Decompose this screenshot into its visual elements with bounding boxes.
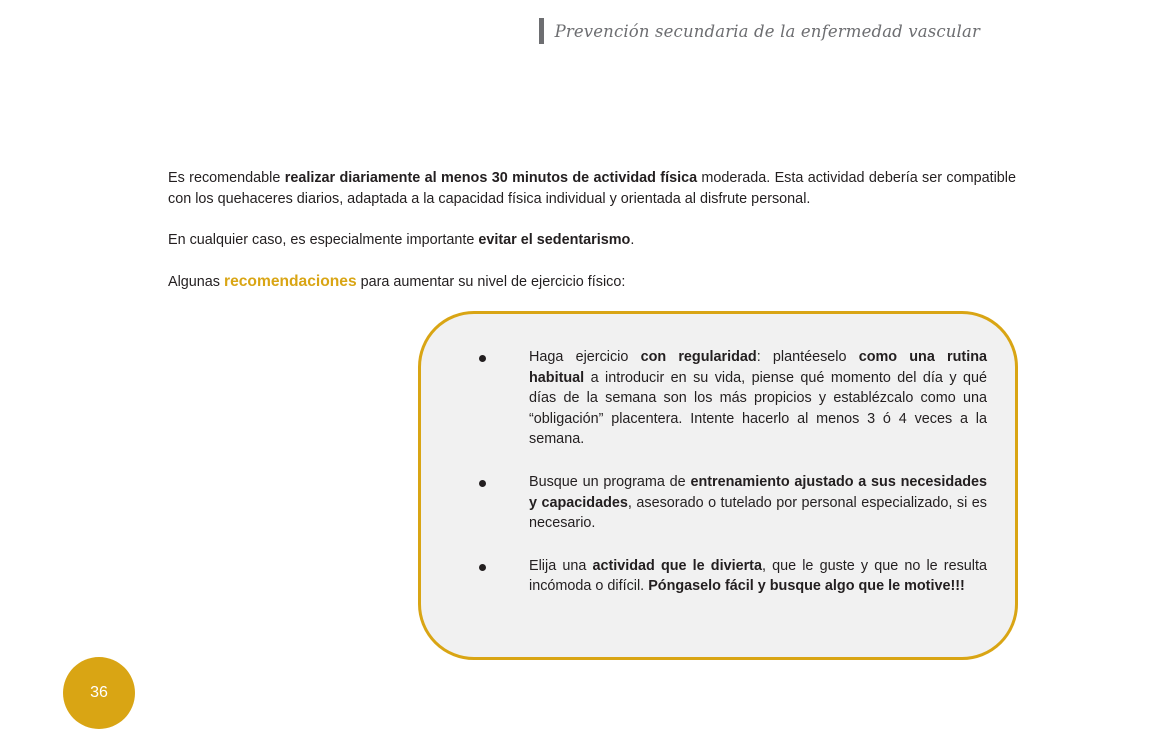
emphasis-text: Póngaselo fácil y busque algo que le motive!!! <box>648 578 965 595</box>
paragraph-1-bold-phrase: realizar diariamente al menos 30 minutos de actividad física <box>284 170 698 186</box>
header-rule-mark <box>539 18 544 44</box>
emphasis-text: como una rutina habitual <box>529 349 987 386</box>
paragraph-2-bold-phrase: evitar el sedentarismo <box>478 232 631 248</box>
plain-text: , asesorado o tutelado por personal especializado, si es necesario. <box>529 494 987 532</box>
list-item <box>479 347 987 450</box>
recommendations-highlight: recomendaciones <box>224 272 357 290</box>
list-item <box>479 472 987 534</box>
paragraph-3-text-before: Algunas <box>168 273 225 290</box>
plain-text: Elija una <box>529 557 593 574</box>
paragraph-1-text-before: Es recomendable <box>168 170 285 186</box>
paragraph-2-text-before: En cualquier caso, es especialmente importante <box>168 232 479 248</box>
emphasis-text: con regularidad <box>640 349 757 365</box>
recommendations-callout <box>418 311 1018 660</box>
bullet-dot-icon <box>479 355 486 362</box>
plain-text: Busque un programa de <box>529 473 691 490</box>
bullet-dot-icon <box>479 480 486 487</box>
plain-text: Haga ejercicio <box>529 349 641 365</box>
plain-text: , que le guste y que no le resulta incómoda o difícil. <box>529 557 987 595</box>
page-number-badge: 36 <box>63 657 135 729</box>
emphasis-text: actividad que le divierta <box>592 557 762 574</box>
page-header <box>0 14 1150 48</box>
paragraph-recommendations-intro <box>168 272 1016 293</box>
list-item-text <box>529 472 987 534</box>
bullet-dot-icon <box>479 564 486 571</box>
recommendations-list <box>479 347 987 597</box>
paragraph-physical-activity <box>168 168 1016 209</box>
plain-text: : plantéeselo <box>756 349 859 365</box>
list-item-text <box>529 347 987 450</box>
list-item-text <box>529 556 987 597</box>
emphasis-text: entrenamiento ajustado a sus necesidades y capacidades <box>529 473 988 511</box>
paragraph-sedentarism <box>168 230 1016 251</box>
paragraph-1-text-after: moderada. Esta actividad debería ser compatible con los quehaceres diarios, adaptada a la capacidad física individual y orientada al disfrute personal. <box>168 170 1016 207</box>
plain-text: a introducir en su vida, piense qué momento del día y qué días de la semana son los más propicios y establézcalo como una “obligación” placentera. Intente hacerlo al menos 3 ó 4 veces a la semana. <box>529 369 987 448</box>
header-title: Prevención secundaria de la enfermedad vascular <box>554 21 980 41</box>
document-body <box>168 168 1016 292</box>
paragraph-2-text-after: . <box>630 232 635 248</box>
paragraph-3-text-after: para aumentar su nivel de ejercicio físico: <box>356 273 626 290</box>
list-item <box>479 556 987 597</box>
